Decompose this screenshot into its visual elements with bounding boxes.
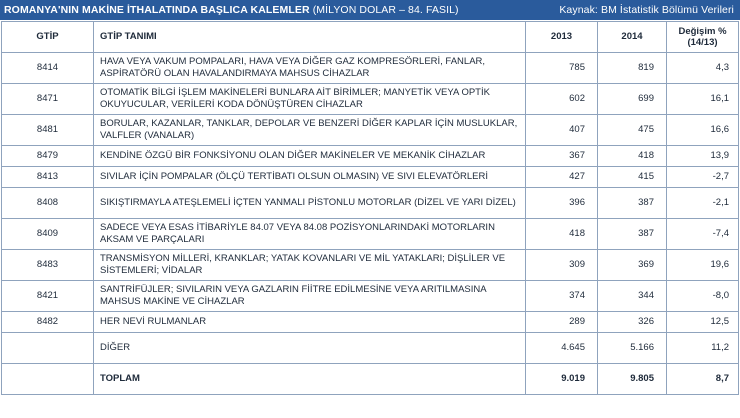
source-note: Kaynak: BM İstatistik Bölümü Verileri xyxy=(559,4,734,16)
row-value-2013: 289 xyxy=(526,312,598,333)
header-2013: 2013 xyxy=(526,22,598,53)
row-code: 8408 xyxy=(2,188,94,219)
title-main: ROMANYA'NIN MAKİNE İTHALATINDA BAŞLICA KALEMLER xyxy=(4,4,310,16)
row-desc: HAVA VEYA VAKUM POMPALARI, HAVA VEYA DİĞER GAZ KOMPRESÖRLERİ, FANLAR, ASPİRATÖRÜ OLAN HAVALANDIRMAYA MAHSUS CİHAZLAR xyxy=(94,53,526,84)
table-row xyxy=(2,146,739,167)
row-value-2014: 326 xyxy=(598,312,667,333)
table-row xyxy=(2,188,739,219)
row-change: -8,0 xyxy=(667,281,739,312)
row-value-2013: 374 xyxy=(526,281,598,312)
row-value-2014: 415 xyxy=(598,167,667,188)
imports-table xyxy=(1,21,739,395)
table-row xyxy=(2,219,739,250)
row-value-2013: 602 xyxy=(526,84,598,115)
header-change xyxy=(667,22,739,53)
header-code: GTİP xyxy=(2,22,94,53)
table-row xyxy=(2,84,739,115)
row-desc: OTOMATİK BİLGİ İŞLEM MAKİNELERİ BUNLARA AİT BİRİMLER; MANYETİK VEYA OPTİK OKUYUCULAR, VERİLERİ KODA DÖNÜŞTÜREN CİHAZLAR xyxy=(94,84,526,115)
row-change: 19,6 xyxy=(667,250,739,281)
row-change: -7,4 xyxy=(667,219,739,250)
table-row xyxy=(2,53,739,84)
row-change: 12,5 xyxy=(667,312,739,333)
row-value-2014: 418 xyxy=(598,146,667,167)
total-desc: TOPLAM xyxy=(94,364,526,395)
row-change: 16,6 xyxy=(667,115,739,146)
table-row xyxy=(2,312,739,333)
other-desc: DİĞER xyxy=(94,333,526,364)
row-code: 8479 xyxy=(2,146,94,167)
row-value-2014: 819 xyxy=(598,53,667,84)
other-change: 11,2 xyxy=(667,333,739,364)
table-row xyxy=(2,115,739,146)
row-code: 8409 xyxy=(2,219,94,250)
row-desc: SADECE VEYA ESAS İTİBARİYLE 84.07 VEYA 84.08 POZİSYONLARINDAKİ MOTORLARIN AKSAM VE PARÇALARI xyxy=(94,219,526,250)
row-code: 8413 xyxy=(2,167,94,188)
row-desc: BORULAR, KAZANLAR, TANKLAR, DEPOLAR VE BENZERİ DİĞER KAPLAR İÇİN MUSLUKLAR, VALFLER (VANALAR) xyxy=(94,115,526,146)
header-row xyxy=(2,22,739,53)
header-change-line2: (14/13) xyxy=(687,37,718,48)
row-value-2014: 699 xyxy=(598,84,667,115)
other-value-2014: 5.166 xyxy=(598,333,667,364)
row-value-2014: 369 xyxy=(598,250,667,281)
row-code: 8482 xyxy=(2,312,94,333)
row-code: 8414 xyxy=(2,53,94,84)
row-value-2013: 396 xyxy=(526,188,598,219)
row-code: 8483 xyxy=(2,250,94,281)
row-desc: TRANSMİSYON MİLLERİ, KRANKLAR; YATAK KOVANLARI VE MİL YATAKLARI; DİŞLİLER VE SİSTEMLERİ; VİDALAR xyxy=(94,250,526,281)
table-row xyxy=(2,281,739,312)
row-value-2013: 785 xyxy=(526,53,598,84)
header-change-line1: Değişim % xyxy=(678,26,727,37)
total-code-cell xyxy=(2,364,94,395)
table-row xyxy=(2,250,739,281)
row-code: 8421 xyxy=(2,281,94,312)
row-desc: HER NEVİ RULMANLAR xyxy=(94,312,526,333)
row-code: 8481 xyxy=(2,115,94,146)
other-row xyxy=(2,333,739,364)
total-value-2014: 9.805 xyxy=(598,364,667,395)
row-value-2014: 387 xyxy=(598,219,667,250)
row-change: 16,1 xyxy=(667,84,739,115)
header-2014: 2014 xyxy=(598,22,667,53)
other-value-2013: 4.645 xyxy=(526,333,598,364)
row-change: -2,7 xyxy=(667,167,739,188)
other-code-cell xyxy=(2,333,94,364)
row-value-2014: 475 xyxy=(598,115,667,146)
row-value-2013: 407 xyxy=(526,115,598,146)
row-desc: SANTRİFÜJLER; SIVILARIN VEYA GAZLARIN FİİTRE EDİLMESİNE VEYA ARITILMASINA MAHSUS MAKİNE VE CİHAZLAR xyxy=(94,281,526,312)
row-code: 8471 xyxy=(2,84,94,115)
total-change: 8,7 xyxy=(667,364,739,395)
row-desc: SIVILAR İÇİN POMPALAR (ÖLÇÜ TERTİBATI OLSUN OLMASIN) VE SIVI ELEVATÖRLERİ xyxy=(94,167,526,188)
row-value-2013: 418 xyxy=(526,219,598,250)
row-value-2013: 367 xyxy=(526,146,598,167)
row-change: 13,9 xyxy=(667,146,739,167)
row-value-2014: 387 xyxy=(598,188,667,219)
row-change: -2,1 xyxy=(667,188,739,219)
row-value-2013: 309 xyxy=(526,250,598,281)
row-value-2013: 427 xyxy=(526,167,598,188)
total-value-2013: 9.019 xyxy=(526,364,598,395)
row-value-2014: 344 xyxy=(598,281,667,312)
total-row xyxy=(2,364,739,395)
table-title xyxy=(4,4,459,16)
title-bar xyxy=(0,0,740,20)
header-desc: GTİP TANIMI xyxy=(94,22,526,53)
row-change: 4,3 xyxy=(667,53,739,84)
title-unit: (MİLYON DOLAR – 84. FASIL) xyxy=(312,4,459,16)
row-desc: SIKIŞTIRMAYLA ATEŞLEMELİ İÇTEN YANMALI PİSTONLU MOTORLAR (DİZEL VE YARI DİZEL) xyxy=(94,188,526,219)
table-row xyxy=(2,167,739,188)
row-desc: KENDİNE ÖZGÜ BİR FONKSİYONU OLAN DİĞER MAKİNELER VE MEKANİK CİHAZLAR xyxy=(94,146,526,167)
